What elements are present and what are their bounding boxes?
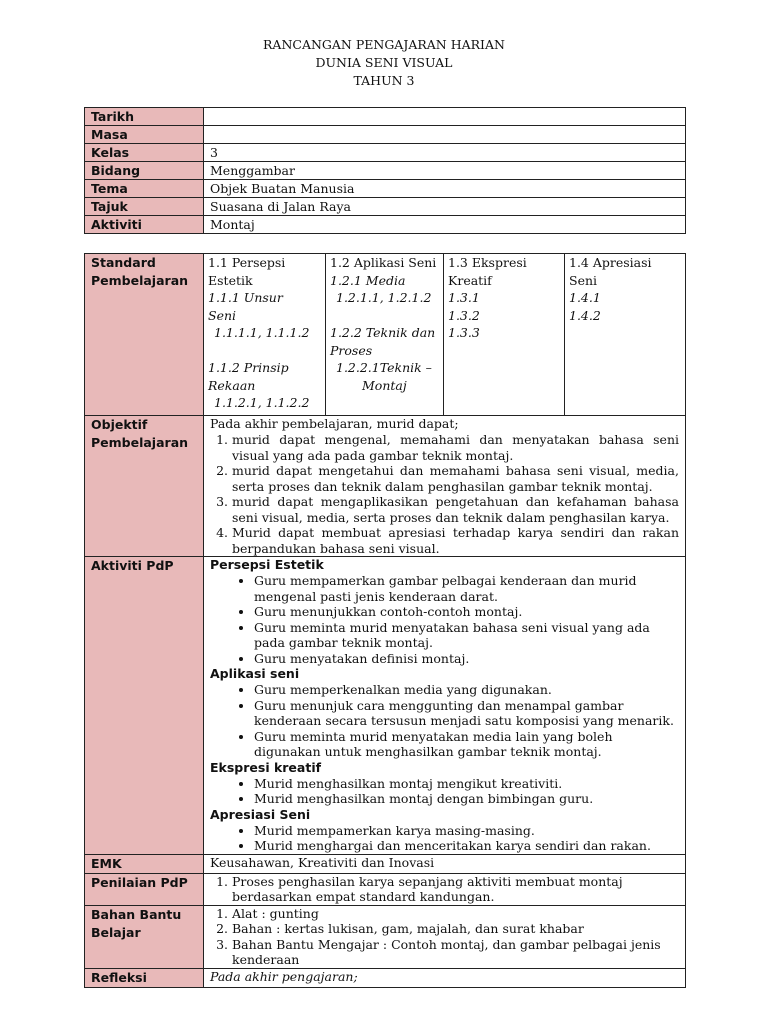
label-tajuk: Tajuk [85, 198, 204, 216]
list-item: 3. murid dapat mengaplikasikan pengetahuan dan kefahaman bahasa seni visual, media, serta proses dan teknik dalam penghasilan karya. [232, 494, 679, 525]
std-heading: 1.3 Ekspresi [448, 255, 527, 270]
list-item: • Guru memperkenalkan media yang digunakan. [254, 682, 679, 698]
section-title: Aplikasi seni [210, 666, 300, 681]
row-objektif [85, 416, 686, 557]
label-penilaian: Penilaian PdP [85, 873, 204, 905]
std-subitem: 1.2.1.1, 1.2.1.2 [336, 290, 432, 305]
std-item: 1.3.3 [448, 325, 480, 340]
row-penilaian [85, 873, 686, 905]
list-item: • Guru meminta murid menyatakan bahasa seni visual yang ada pada gambar teknik montaj. [254, 620, 679, 651]
aktiviti-content [204, 557, 686, 855]
list-item: • Murid mempamerkan karya masing-masing. [254, 823, 679, 839]
refleksi-value: Pada akhir pengajaran; [204, 968, 686, 987]
list-item: • Guru menyatakan definisi montaj. [254, 651, 679, 667]
section-list [210, 573, 679, 666]
standard-col-aplikasi [326, 254, 444, 416]
std-heading: Seni [569, 272, 598, 288]
standard-col-ekspresi [444, 254, 565, 416]
list-item: 2. murid dapat mengetahui dan memahami bahasa seni visual, media, serta proses dan teknik dalam penghasilan gambar teknik montaj. [232, 463, 679, 494]
label-refleksi: Refleksi [85, 968, 204, 987]
list-item: • Guru menunjukkan contoh-contoh montaj. [254, 604, 679, 620]
row-emk [85, 854, 686, 873]
list-item: 1. Alat : gunting [232, 906, 679, 922]
std-item: 1.4.1 [569, 290, 601, 305]
spacer [330, 307, 439, 325]
bahan-list [210, 906, 679, 968]
std-item: Seni [208, 307, 237, 323]
list-item: • Guru meminta murid menyatakan media lain yang boleh digunakan untuk menghasilkan gambar teknik montaj. [254, 729, 679, 760]
std-subitem: 1.2.2.1Teknik – [336, 360, 432, 375]
std-heading: Estetik [208, 272, 253, 288]
std-item: 1.3.2 [448, 307, 480, 323]
bahan-content [204, 905, 686, 968]
std-item: 1.1.1 Unsur [208, 290, 283, 305]
value-kelas: 3 [204, 144, 686, 162]
row-bidang [85, 162, 686, 180]
row-tarikh [85, 108, 686, 126]
spacer [208, 342, 321, 360]
section-list [210, 823, 679, 854]
section-title: Apresiasi Seni [210, 806, 311, 822]
row-standard [85, 254, 686, 416]
std-item: 1.3.1 [448, 290, 480, 305]
std-item: 1.2.1 Media [330, 272, 406, 288]
label-bahan-line1: Bahan Bantu [91, 906, 182, 922]
list-item: • Murid menghasilkan montaj dengan bimbingan guru. [254, 791, 679, 807]
document-header [0, 36, 768, 90]
info-table [84, 107, 686, 234]
std-subitem: Montaj [362, 377, 407, 393]
std-item: Proses [330, 342, 373, 358]
std-heading: 1.4 Apresiasi [569, 255, 652, 270]
row-masa [85, 126, 686, 144]
list-item: 4. Murid dapat membuat apresiasi terhadap karya sendiri dan rakan berpandukan bahasa seni visual. [232, 525, 679, 556]
doc-subject: DUNIA SENI VISUAL [315, 55, 453, 70]
std-heading: 1.1 Persepsi [208, 255, 286, 270]
emk-value: Keusahawan, Kreativiti dan Inovasi [204, 854, 686, 873]
label-masa: Masa [85, 126, 204, 144]
list-item: • Murid menghargai dan menceritakan karya sendiri dan rakan. [254, 838, 679, 854]
label-kelas: Kelas [85, 144, 204, 162]
label-bidang: Bidang [85, 162, 204, 180]
label-aktiviti-pdp: Aktiviti PdP [85, 557, 204, 855]
value-tema: Objek Buatan Manusia [204, 180, 686, 198]
penilaian-content [204, 873, 686, 905]
doc-title: RANCANGAN PENGAJARAN HARIAN [263, 37, 505, 52]
row-kelas [85, 144, 686, 162]
label-tarikh: Tarikh [85, 108, 204, 126]
section-list [210, 776, 679, 807]
list-item: 1. murid dapat mengenal, memahami dan menyatakan bahasa seni visual yang ada pada gambar teknik montaj. [232, 432, 679, 463]
label-standard-line1: Standard [91, 255, 156, 270]
std-item: 1.4.2 [569, 307, 601, 323]
std-item: 1.2.2 Teknik dan [330, 325, 436, 340]
value-tarikh [204, 108, 686, 126]
list-item: • Guru mempamerkan gambar pelbagai kenderaan dan murid mengenal pasti jenis kenderaan darat. [254, 573, 679, 604]
label-objektif [85, 416, 204, 557]
list-item: 3. Bahan Bantu Mengajar : Contoh montaj, dan gambar pelbagai jenis kenderaan [232, 937, 679, 968]
std-heading: 1.2 Aplikasi Seni [330, 255, 437, 270]
section-title: Persepsi Estetik [210, 557, 324, 572]
list-item: • Guru menunjuk cara menggunting dan menampal gambar kenderaan secara tersusun menjadi satu komposisi yang menarik. [254, 698, 679, 729]
row-aktiviti [85, 216, 686, 234]
label-standard-line2: Pembelajaran [91, 273, 189, 288]
row-tajuk [85, 198, 686, 216]
label-emk: EMK [85, 854, 204, 873]
label-tema: Tema [85, 180, 204, 198]
value-aktiviti: Montaj [204, 216, 686, 234]
label-bahan-line2: Belajar [91, 924, 141, 940]
label-aktiviti: Aktiviti [85, 216, 204, 234]
value-tajuk: Suasana di Jalan Raya [204, 198, 686, 216]
row-refleksi [85, 968, 686, 987]
label-bahan [85, 905, 204, 968]
doc-year: TAHUN 3 [353, 73, 415, 88]
objektif-list [210, 432, 679, 556]
value-masa [204, 126, 686, 144]
std-subitem: 1.1.2.1, 1.1.2.2 [214, 395, 310, 410]
lesson-table [84, 253, 686, 988]
list-item: 2. Bahan : kertas lukisan, gam, majalah, dan surat khabar [232, 921, 679, 937]
section-list [210, 682, 679, 760]
std-subitem: 1.1.1.1, 1.1.1.2 [214, 325, 310, 340]
list-item: 1. Proses penghasilan karya sepanjang aktiviti membuat montaj berdasarkan empat standard kandungan. [232, 874, 679, 905]
row-aktiviti-pdp [85, 557, 686, 855]
objektif-intro: Pada akhir pembelajaran, murid dapat; [210, 416, 459, 431]
label-standard [85, 254, 204, 416]
std-item: 1.1.2 Prinsip [208, 360, 289, 375]
std-heading: Kreatif [448, 272, 492, 288]
row-bahan [85, 905, 686, 968]
standard-col-apresiasi [565, 254, 686, 416]
label-objektif-line1: Objektif [91, 417, 148, 432]
objektif-content [204, 416, 686, 557]
standard-col-persepsi [204, 254, 326, 416]
penilaian-list [210, 874, 679, 905]
row-tema [85, 180, 686, 198]
section-title: Ekspresi kreatif [210, 759, 322, 775]
value-bidang: Menggambar [204, 162, 686, 180]
std-item: Rekaan [208, 377, 256, 393]
list-item: • Murid menghasilkan montaj mengikut kreativiti. [254, 776, 679, 792]
label-objektif-line2: Pembelajaran [91, 435, 189, 450]
